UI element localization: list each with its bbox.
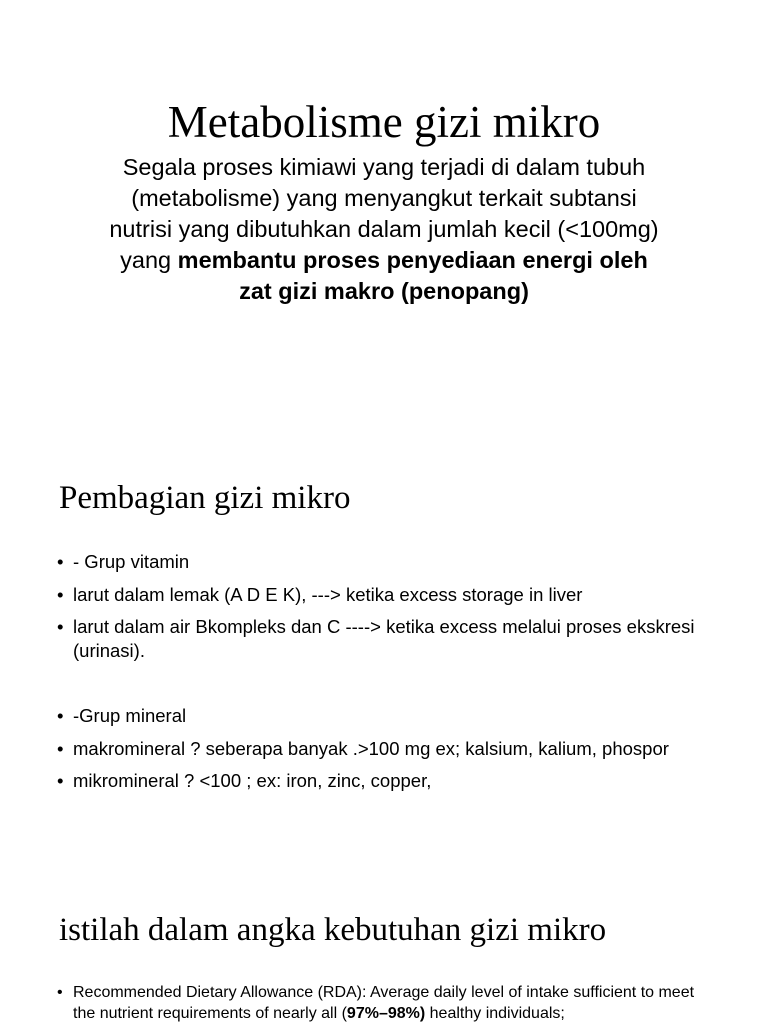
rda-text: Recommended Dietary Allowance (RDA): Average daily level of intake sufficient to meet the nutrient requirements of nearly all ( (73, 984, 695, 1022)
bullet-icon: • (57, 583, 64, 605)
body-bold-text: membantu proses penyediaan energi oleh zat gizi makro (penopang) (177, 247, 648, 304)
list-item (57, 737, 717, 761)
mineral-bullet-list (57, 704, 717, 802)
slide-title: Metabolisme gizi mikro (167, 97, 601, 147)
list-item-text: makromineral ? seberapa banyak .>100 mg ex; kalsium, kalium, phospor (73, 737, 669, 759)
list-item (57, 704, 717, 728)
list-item-text: larut dalam lemak (A D E K), ---> ketika excess storage in liver (73, 583, 583, 605)
list-item-text: - Grup vitamin (73, 551, 190, 572)
list-item (57, 550, 717, 574)
list-item-text: larut dalam air Bkompleks dan C ----> ketika excess melalui proses ekskresi (urinasi). (73, 616, 695, 661)
slide-metabolisme (0, 0, 768, 440)
slide-istilah (0, 880, 768, 1024)
slide-body-text (104, 152, 664, 307)
slide-title: istilah dalam angka kebutuhan gizi mikro (59, 912, 607, 948)
bullet-icon: • (57, 551, 64, 572)
list-item (57, 583, 717, 607)
rda-text-end: healthy individuals; (425, 1005, 565, 1022)
vitamin-bullet-list (57, 550, 717, 672)
bullet-icon: • (57, 616, 64, 637)
bullet-icon: • (57, 705, 64, 726)
list-item-text: -Grup mineral (73, 705, 187, 726)
list-item (57, 769, 717, 793)
slide-title: Pembagian gizi mikro (59, 480, 351, 516)
body-plain-text: Segala proses kimiawi yang terjadi di dalam tubuh (metabolisme) yang menyangkut terkait subtansi nutrisi yang dibutuhkan dalam jumlah kecil (<100mg) yang (109, 154, 659, 273)
rda-bold-text: 97%–98%) (346, 1005, 426, 1022)
bullet-icon: • (57, 737, 64, 759)
list-item-text: mikromineral ? <100 ; ex: iron, zinc, copper, (73, 770, 432, 791)
slide-pembagian (0, 440, 768, 880)
definition-bullet-list (57, 982, 717, 1024)
bullet-icon: • (57, 984, 63, 1001)
list-item (57, 982, 717, 1024)
bullet-icon: • (57, 770, 64, 791)
list-item (57, 615, 717, 663)
